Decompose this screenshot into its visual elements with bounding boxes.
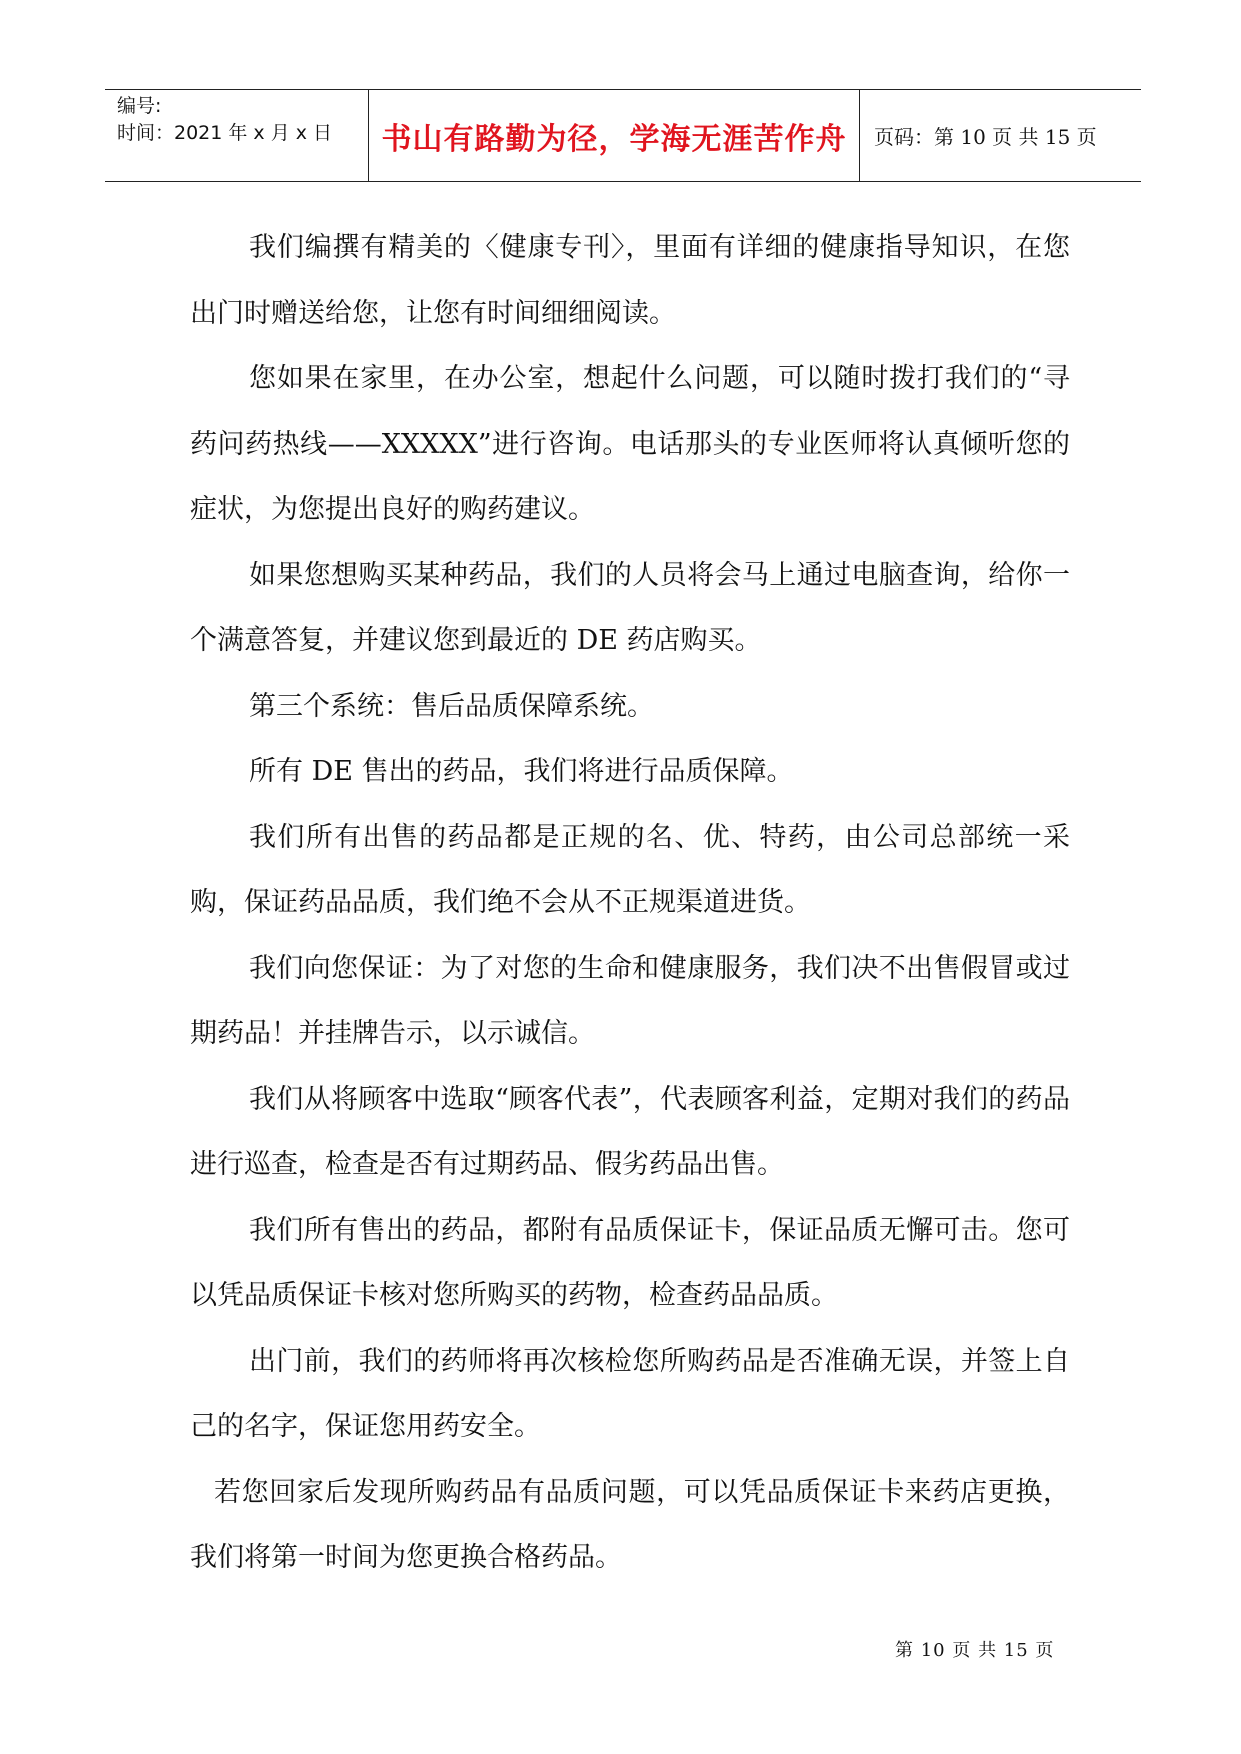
date-label: 时间：2021 年 x 月 x 日 [117, 122, 333, 144]
paragraph: 我们从将顾客中选取“顾客代表”，代表顾客利益，定期对我们的药品进行巡查，检查是否有过期药品、假劣药品出售。 [190, 1083, 1070, 1180]
paragraph: 我们向您保证：为了对您的生命和健康服务，我们决不出售假冒或过期药品！并挂牌告示，以示诚信。 [190, 952, 1070, 1049]
header-page-cell [860, 90, 1141, 181]
paragraph: 我们所有售出的药品，都附有品质保证卡，保证品质无懈可击。您可以凭品质保证卡核对您所购买的药物，检查药品品质。 [190, 1214, 1070, 1311]
paragraph: 出门前，我们的药师将再次核检您所购药品是否准确无误，并签上自己的名字，保证您用药安全。 [190, 1345, 1070, 1442]
paragraph: 第三个系统：售后品质保障系统。 [249, 690, 654, 722]
header-page-info: 页码：第 10 页 共 15 页 [874, 125, 1097, 149]
serial-number-label: 编号: [117, 95, 162, 117]
paragraph: 若您回家后发现所购药品有品质问题，可以凭品质保证卡来药店更换，我们将第一时间为您更换合格药品。 [190, 1476, 1070, 1573]
header-motto-cell [369, 90, 860, 181]
paragraph: 我们编撰有精美的〈健康专刊〉，里面有详细的健康指导知识，在您出门时赠送给您，让您有时间细细阅读。 [190, 232, 1070, 329]
paragraph: 如果您想购买某种药品，我们的人员将会马上通过电脑查询，给你一个满意答复，并建议您到最近的 DE 药店购买。 [190, 559, 1070, 656]
paragraph: 我们所有出售的药品都是正规的名、优、特药，由公司总部统一采购，保证药品品质，我们绝不会从不正规渠道进货。 [190, 821, 1070, 918]
paragraph: 所有 DE 售出的药品，我们将进行品质保障。 [249, 756, 794, 787]
paragraph: 您如果在家里，在办公室，想起什么问题，可以随时拨打我们的“寻药问药热线——XXXXX”进行咨询。电话那头的专业医师将认真倾听您的症状，为您提出良好的购药建议。 [190, 363, 1070, 525]
page-footer: 第 10 页 共 15 页 [895, 1640, 1055, 1661]
document-header [105, 89, 1141, 182]
header-meta-cell [105, 90, 369, 181]
document-body [190, 215, 1070, 1591]
header-motto: 书山有路勤为径，学海无涯苦作舟 [381, 121, 847, 157]
